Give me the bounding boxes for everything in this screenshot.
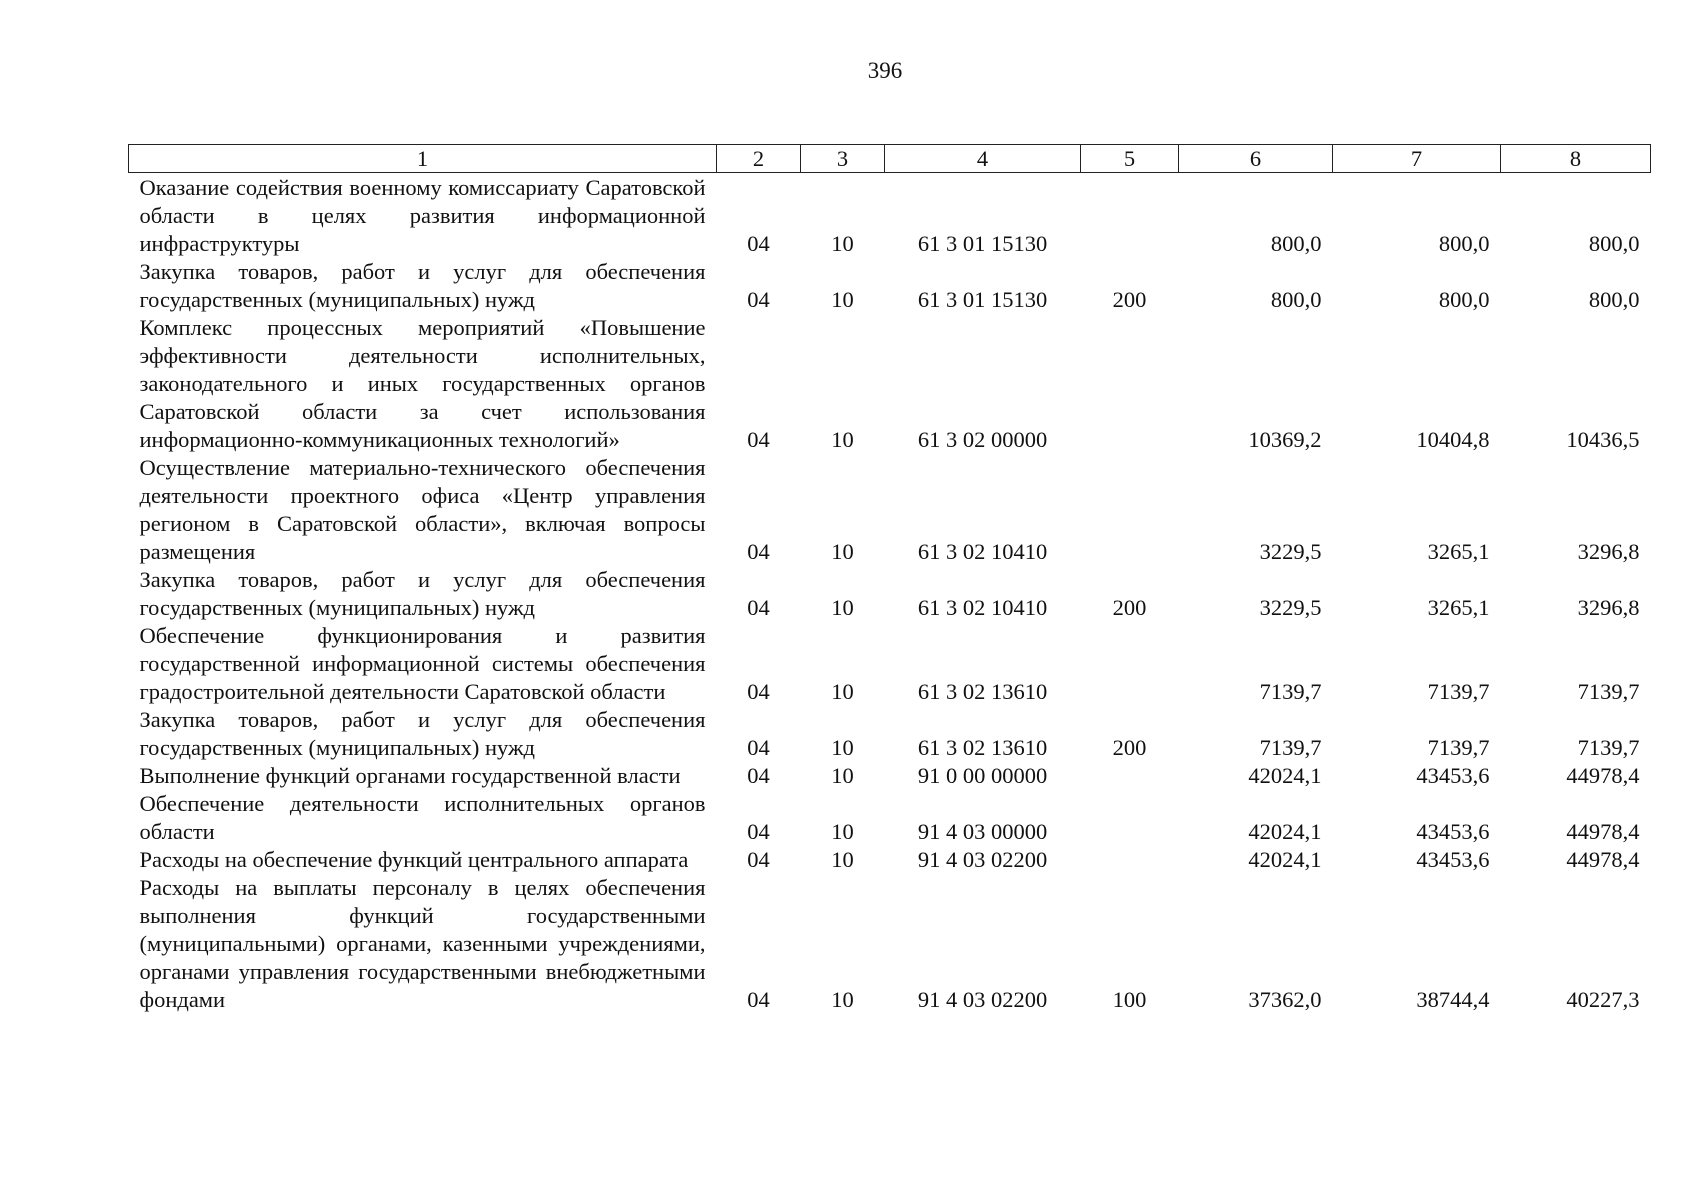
row-name: Выполнение функций органами государственной власти — [139, 763, 681, 788]
table-row — [129, 762, 1651, 790]
table-row — [129, 790, 1651, 846]
row-target-code: 91 0 00 00000 — [917, 763, 1048, 788]
row-section: 04 — [747, 763, 770, 788]
page-number: 396 — [867, 58, 903, 83]
table-row — [129, 566, 1651, 622]
row-name: Осуществление материально-технического обеспечения деятельности проектного офиса «Центр управления регионом в Саратовской области», включая вопросы размещения — [139, 455, 706, 564]
header-col-4: 4 — [885, 145, 1081, 173]
row-expense-type — [1081, 314, 1179, 454]
row-amount-8: 44978,4 — [1566, 847, 1640, 872]
row-amount-8: 3296,8 — [1577, 595, 1640, 620]
row-name: Расходы на обеспечение функций центрального аппарата — [139, 847, 689, 872]
row-subsection: 10 — [831, 735, 854, 760]
row-subsection: 10 — [831, 539, 854, 564]
row-amount-8: 44978,4 — [1566, 819, 1640, 844]
row-amount-7: 7139,7 — [1427, 735, 1490, 760]
row-section: 04 — [747, 427, 770, 452]
row-target-code: 61 3 02 13610 — [917, 735, 1048, 760]
row-target-code: 61 3 02 10410 — [917, 595, 1048, 620]
row-amount-8: 7139,7 — [1577, 679, 1640, 704]
row-subsection: 10 — [831, 679, 854, 704]
row-name: Обеспечение деятельности исполнительных органов области — [139, 791, 706, 844]
row-amount-8: 7139,7 — [1577, 735, 1640, 760]
row-section: 04 — [747, 231, 770, 256]
row-expense-type: 200 — [1112, 287, 1147, 312]
row-amount-7: 43453,6 — [1416, 847, 1490, 872]
row-expense-type: 200 — [1112, 595, 1147, 620]
row-section: 04 — [747, 819, 770, 844]
row-subsection: 10 — [831, 427, 854, 452]
table-row — [129, 454, 1651, 566]
row-amount-7: 38744,4 — [1416, 987, 1490, 1012]
row-target-code: 61 3 02 00000 — [917, 427, 1048, 452]
row-amount-7: 800,0 — [1438, 287, 1490, 312]
row-target-code: 61 3 02 10410 — [917, 539, 1048, 564]
row-amount-6: 7139,7 — [1259, 735, 1322, 760]
row-amount-7: 3265,1 — [1427, 539, 1490, 564]
row-amount-6: 42024,1 — [1248, 819, 1322, 844]
row-amount-6: 3229,5 — [1259, 595, 1322, 620]
table-row — [129, 706, 1651, 762]
row-section: 04 — [747, 595, 770, 620]
row-amount-7: 3265,1 — [1427, 595, 1490, 620]
header-col-5: 5 — [1081, 145, 1179, 173]
row-amount-6: 7139,7 — [1259, 679, 1322, 704]
row-subsection: 10 — [831, 819, 854, 844]
row-amount-8: 3296,8 — [1577, 539, 1640, 564]
row-name: Обеспечение функционирования и развития государственной информационной системы обеспечения градостроительной деятельности Саратовской области — [139, 623, 706, 704]
table-row — [129, 314, 1651, 454]
row-expense-type — [1081, 762, 1179, 790]
row-section: 04 — [747, 987, 770, 1012]
row-subsection: 10 — [831, 987, 854, 1012]
header-col-3: 3 — [801, 145, 885, 173]
row-target-code: 91 4 03 00000 — [917, 819, 1048, 844]
row-target-code: 61 3 02 13610 — [917, 679, 1048, 704]
budget-table — [128, 144, 1651, 1014]
row-expense-type — [1081, 622, 1179, 706]
row-amount-8: 10436,5 — [1566, 427, 1640, 452]
row-target-code: 61 3 01 15130 — [917, 231, 1048, 256]
row-section: 04 — [747, 735, 770, 760]
header-row — [129, 145, 1651, 173]
row-amount-8: 800,0 — [1588, 231, 1640, 256]
row-expense-type: 200 — [1112, 735, 1147, 760]
header-col-6: 6 — [1179, 145, 1333, 173]
row-amount-6: 42024,1 — [1248, 763, 1322, 788]
row-expense-type: 100 — [1112, 987, 1147, 1012]
row-section: 04 — [747, 539, 770, 564]
table-row — [129, 173, 1651, 259]
row-subsection: 10 — [831, 847, 854, 872]
header-col-1: 1 — [129, 145, 717, 173]
row-subsection: 10 — [831, 595, 854, 620]
row-amount-8: 40227,3 — [1566, 987, 1640, 1012]
table-row — [129, 258, 1651, 314]
row-target-code: 91 4 03 02200 — [917, 847, 1048, 872]
row-amount-7: 43453,6 — [1416, 763, 1490, 788]
row-expense-type — [1081, 790, 1179, 846]
row-amount-6: 800,0 — [1270, 287, 1322, 312]
row-name: Комплекс процессных мероприятий «Повышение эффективности деятельности исполнительных, законодательного и иных государственных органов Саратовской области за счет использования информационно-коммуникационных технологий» — [139, 315, 706, 452]
table-row — [129, 846, 1651, 874]
table-row — [129, 622, 1651, 706]
row-expense-type — [1081, 173, 1179, 259]
row-amount-7: 10404,8 — [1416, 427, 1490, 452]
row-amount-6: 3229,5 — [1259, 539, 1322, 564]
header-col-7: 7 — [1333, 145, 1501, 173]
row-name: Оказание содействия военному комиссариату Саратовской области в целях развития информационной инфраструктуры — [139, 175, 706, 256]
row-amount-7: 7139,7 — [1427, 679, 1490, 704]
header-col-2: 2 — [717, 145, 801, 173]
row-name: Закупка товаров, работ и услуг для обеспечения государственных (муниципальных) нужд — [139, 567, 706, 620]
row-target-code: 91 4 03 02200 — [917, 987, 1048, 1012]
row-amount-6: 10369,2 — [1248, 427, 1322, 452]
row-expense-type — [1081, 454, 1179, 566]
row-amount-6: 37362,0 — [1248, 987, 1322, 1012]
row-amount-8: 44978,4 — [1566, 763, 1640, 788]
row-subsection: 10 — [831, 231, 854, 256]
row-section: 04 — [747, 287, 770, 312]
row-name: Закупка товаров, работ и услуг для обеспечения государственных (муниципальных) нужд — [139, 259, 706, 312]
row-expense-type — [1081, 846, 1179, 874]
row-name: Расходы на выплаты персоналу в целях обеспечения выполнения функций государственными (муниципальными) органами, казенными учреждениями, органами управления государственными внебюджетными фондами — [139, 875, 706, 1012]
row-name: Закупка товаров, работ и услуг для обеспечения государственных (муниципальных) нужд — [139, 707, 706, 760]
row-target-code: 61 3 01 15130 — [917, 287, 1048, 312]
row-amount-7: 800,0 — [1438, 231, 1490, 256]
header-col-8: 8 — [1501, 145, 1651, 173]
row-amount-8: 800,0 — [1588, 287, 1640, 312]
row-amount-7: 43453,6 — [1416, 819, 1490, 844]
row-section: 04 — [747, 679, 770, 704]
table-row — [129, 874, 1651, 1014]
row-section: 04 — [747, 847, 770, 872]
row-amount-6: 800,0 — [1270, 231, 1322, 256]
row-amount-6: 42024,1 — [1248, 847, 1322, 872]
row-subsection: 10 — [831, 287, 854, 312]
row-subsection: 10 — [831, 763, 854, 788]
